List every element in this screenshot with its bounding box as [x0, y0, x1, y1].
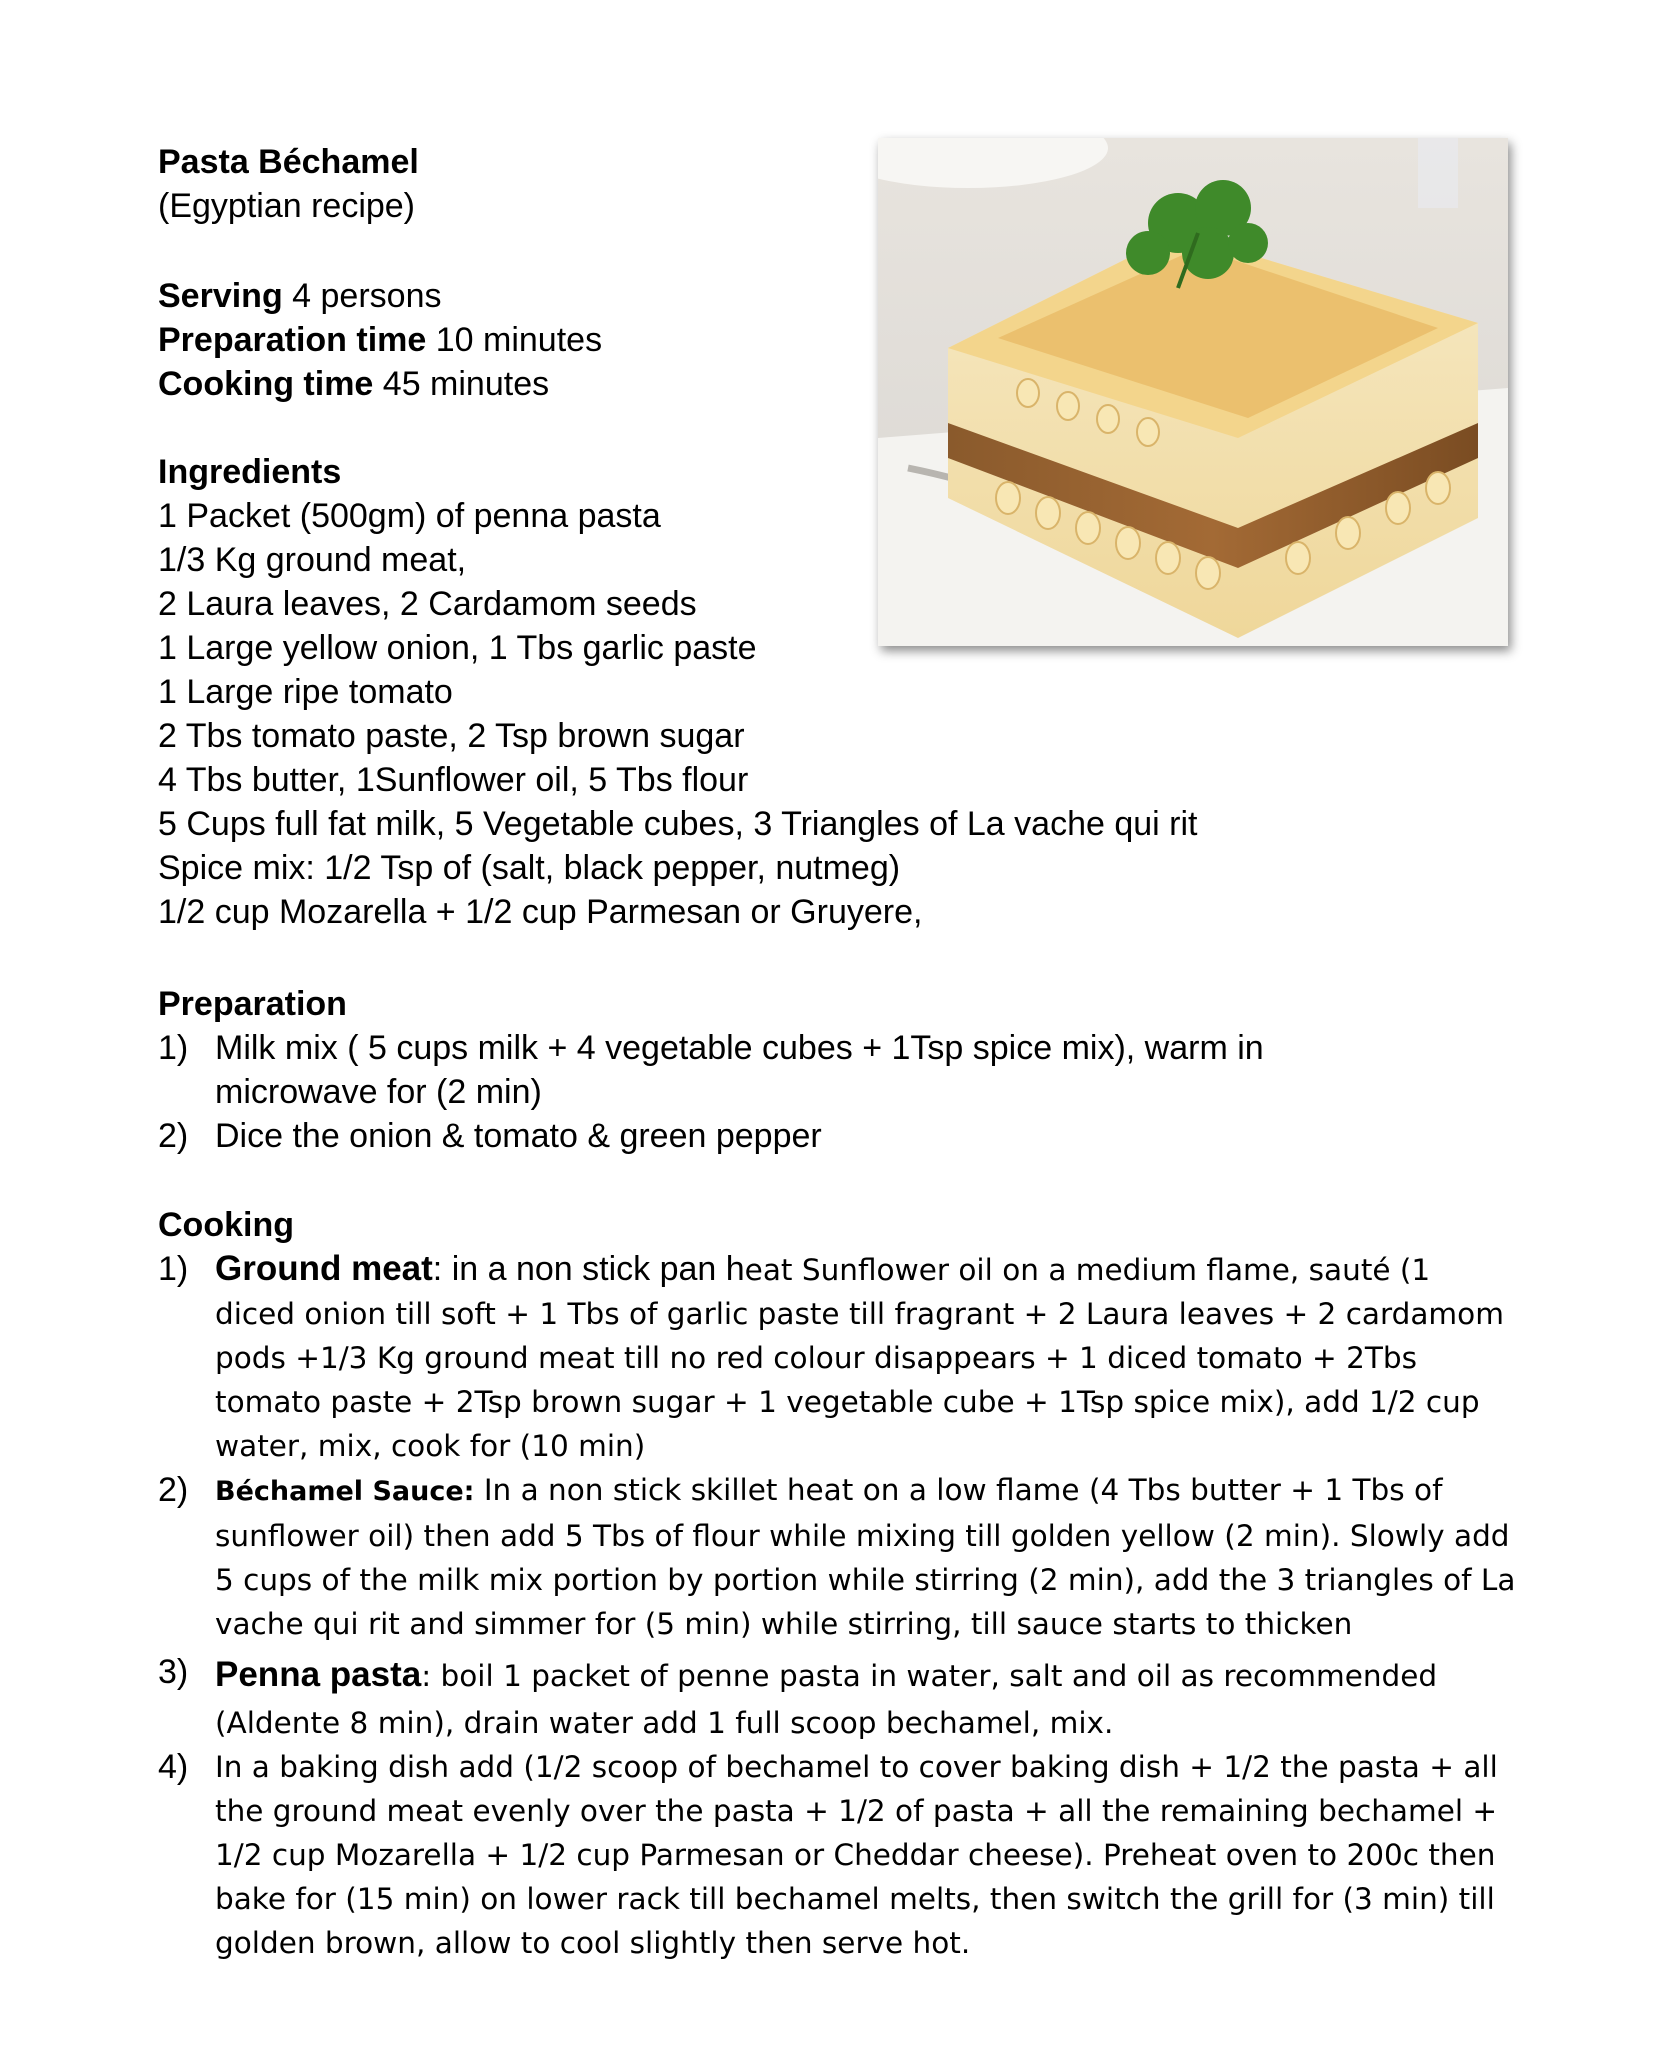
glass	[1418, 138, 1458, 208]
preparation-steps	[158, 1026, 1418, 1158]
cooking-step	[158, 1468, 1518, 1646]
step-text: In a non stick skillet heat on a low flame (4 Tbs butter + 1 Tbs of	[474, 1473, 1443, 1507]
step-text-line: water, mix, cook for (10 min)	[215, 1429, 646, 1463]
preparation-step	[158, 1026, 1418, 1114]
cooking-step	[158, 1650, 1518, 1745]
cooking-steps	[158, 1247, 1518, 1965]
serving-label: Serving	[158, 277, 283, 315]
step-text-line: 1/2 cup Mozarella + 1/2 cup Parmesan or Cheddar cheese). Preheat oven to 200c then	[215, 1838, 1496, 1872]
preparation-heading: Preparation	[158, 985, 347, 1023]
ingredient-item: 4 Tbs butter, 1Sunflower oil, 5 Tbs flour	[158, 761, 749, 799]
prep-time-row	[158, 318, 602, 362]
preparation-step	[158, 1114, 1418, 1158]
prep-time-value: 10 minutes	[426, 321, 603, 359]
ingredients-heading: Ingredients	[158, 453, 342, 491]
step-text-line: In a baking dish add (1/2 scoop of bechamel to cover baking dish + 1/2 the pasta + all	[215, 1750, 1498, 1784]
ingredient-item: 1/2 cup Mozarella + 1/2 cup Parmesan or Gruyere,	[158, 893, 923, 931]
step-text-line: pods +1/3 Kg ground meat till no red colour disappears + 1 diced tomato + 2Tbs	[215, 1341, 1417, 1375]
cook-time-value: 45 minutes	[373, 365, 550, 403]
ingredient-item: 5 Cups full fat milk, 5 Vegetable cubes, 3 Triangles of La vache qui rit	[158, 805, 1198, 843]
ingredient-item: 2 Tbs tomato paste, 2 Tsp brown sugar	[158, 717, 745, 755]
serving-row	[158, 274, 602, 318]
step-number: 2)	[158, 1117, 189, 1155]
ingredient-item: 1 Packet (500gm) of penna pasta	[158, 497, 661, 535]
prep-time-label: Preparation time	[158, 321, 427, 359]
ingredient-item: 1/3 Kg ground meat,	[158, 541, 467, 579]
ingredient-item: 1 Large ripe tomato	[158, 673, 453, 711]
step-label: Penna pasta	[215, 1655, 422, 1694]
step-text-line: Dice the onion & tomato & green pepper	[215, 1117, 822, 1155]
step-number: 2)	[158, 1471, 189, 1509]
ingredient-item: 1 Large yellow onion, 1 Tbs garlic paste	[158, 629, 757, 667]
step-number: 1)	[158, 1250, 189, 1288]
ingredient-item: Spice mix: 1/2 Tsp of (salt, black pepper, nutmeg)	[158, 849, 901, 887]
preparation-section	[158, 982, 1418, 1158]
cook-time-label: Cooking time	[158, 365, 374, 403]
step-text-line: the ground meat evenly over the pasta + 1/2 of pasta + all the remaining bechamel +	[215, 1794, 1498, 1828]
step-text-line: bake for (15 min) on lower rack till bechamel melts, then switch the grill for (3 min) till	[215, 1882, 1495, 1916]
step-text-line	[215, 1247, 1518, 1292]
step-text-line: sunflower oil) then add 5 Tbs of flour while mixing till golden yellow (2 min). Slowly add	[215, 1519, 1510, 1553]
step-text-line: vache qui rit and simmer for (5 min) while stirring, till sauce starts to thicken	[215, 1607, 1353, 1641]
cook-time-row	[158, 362, 602, 406]
step-text-line: diced onion till soft + 1 Tbs of garlic paste till fragrant + 2 Laura leaves + 2 cardamom	[215, 1297, 1504, 1331]
step-text-line: golden brown, allow to cool slightly then serve hot.	[215, 1926, 971, 1960]
step-text-line: Milk mix ( 5 cups milk + 4 vegetable cubes + 1Tsp spice mix), warm in	[215, 1029, 1264, 1067]
step-text-line: 5 cups of the milk mix portion by portion while stirring (2 min), add the 3 triangles of La	[215, 1563, 1516, 1597]
step-number: 1)	[158, 1029, 189, 1067]
ingredient-item: 2 Laura leaves, 2 Cardamom seeds	[158, 585, 697, 623]
recipe-title: Pasta Béchamel	[158, 143, 419, 181]
step-text-line: tomato paste + 2Tsp brown sugar + 1 vegetable cube + 1Tsp spice mix), add 1/2 cup	[215, 1385, 1480, 1419]
recipe-header	[158, 140, 419, 228]
step-label: Ground meat	[215, 1249, 433, 1288]
step-text: : boil 1 packet of penne pasta in water, salt and oil as recommended	[421, 1659, 1438, 1693]
serving-value: 4 persons	[282, 277, 442, 315]
step-text-line	[215, 1650, 1518, 1701]
cooking-heading: Cooking	[158, 1206, 294, 1244]
cooking-step	[158, 1247, 1518, 1468]
cooking-step	[158, 1745, 1518, 1965]
cooking-section	[158, 1203, 1518, 1965]
step-text-line	[215, 1468, 1518, 1514]
step-number: 4)	[158, 1748, 189, 1786]
pasta-bechamel-photo	[878, 138, 1508, 646]
step-text-line: (Aldente 8 min), drain water add 1 full scoop bechamel, mix.	[215, 1706, 1114, 1740]
step-text: eat Sunflower oil on a medium flame, sauté (1	[744, 1253, 1431, 1287]
dish-illustration	[878, 138, 1508, 646]
recipe-meta	[158, 274, 602, 406]
step-text-line: microwave for (2 min)	[215, 1073, 542, 1111]
step-label: Béchamel Sauce:	[215, 1476, 475, 1507]
recipe-subtitle: (Egyptian recipe)	[158, 187, 416, 225]
step-number: 3)	[158, 1653, 189, 1691]
step-lead-text: : in a non stick pan h	[432, 1250, 745, 1288]
